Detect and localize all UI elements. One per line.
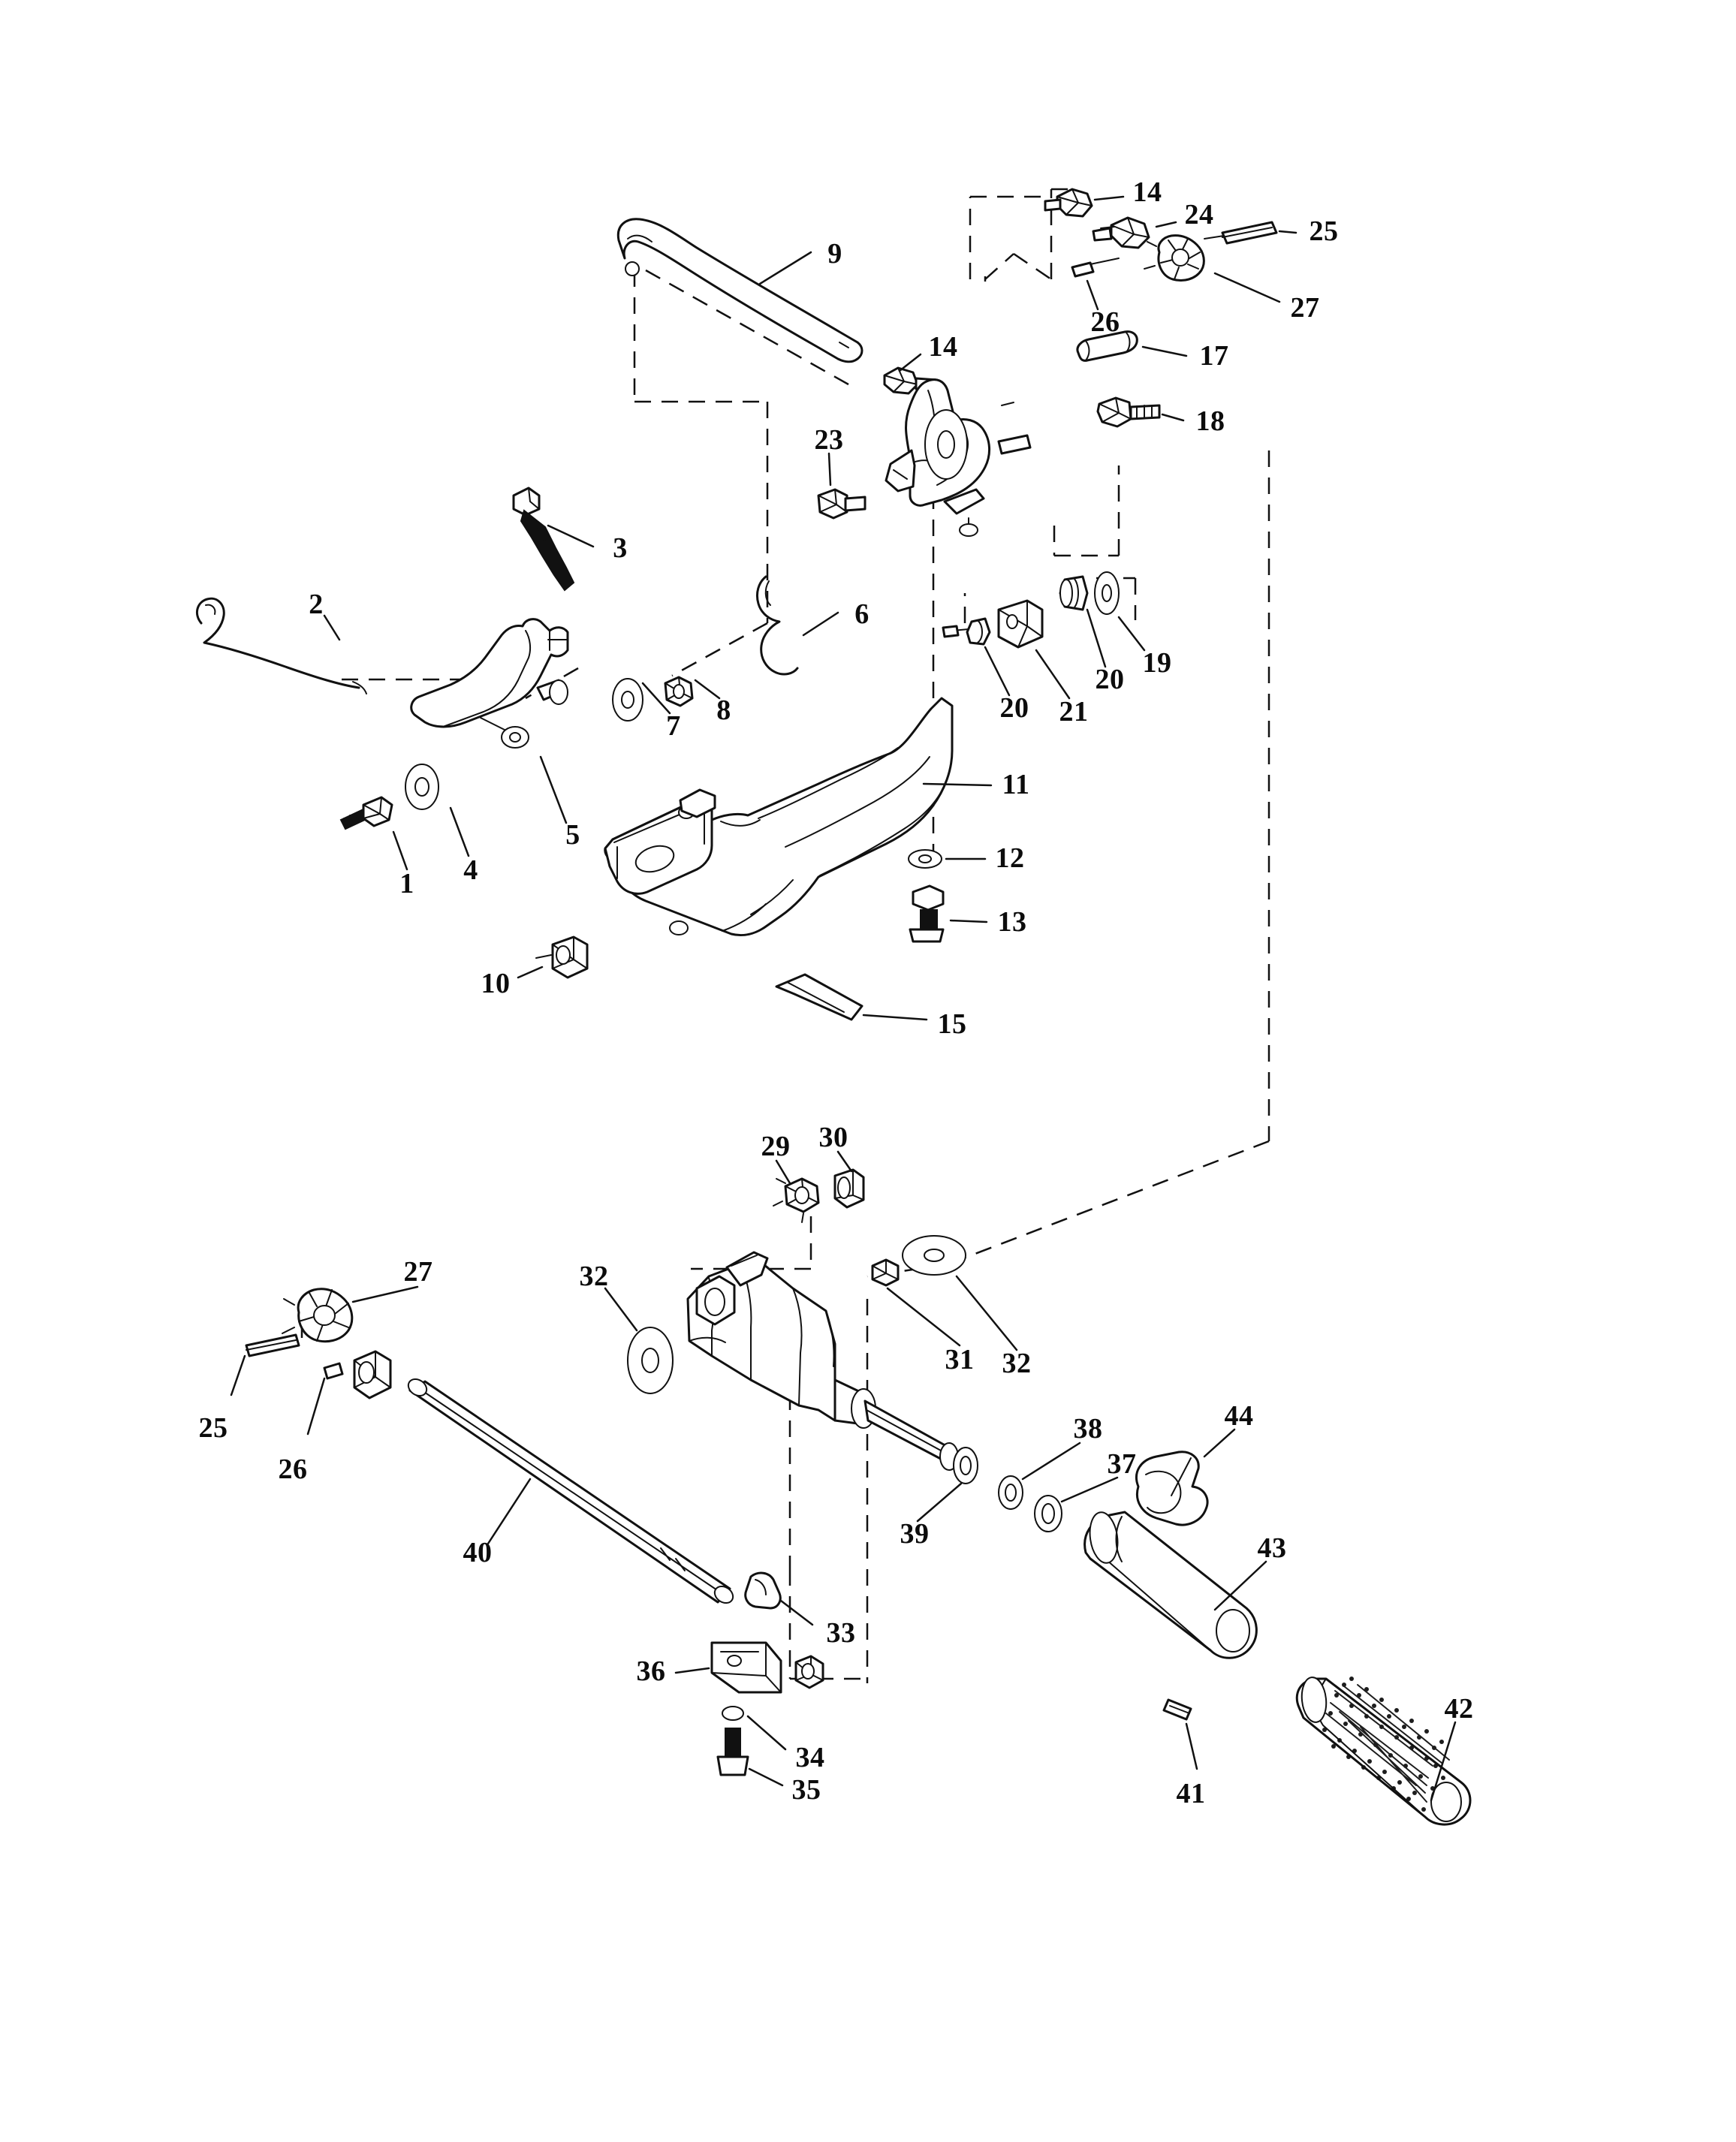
part-31-nut xyxy=(873,1260,898,1285)
part-30-bushing xyxy=(835,1170,863,1207)
callout-number: 32 xyxy=(579,1261,609,1292)
part-32-washer-right xyxy=(903,1236,966,1275)
part-27-castle-nut-left xyxy=(282,1289,352,1342)
callout-number: 12 xyxy=(995,842,1025,874)
callout-number: 3 xyxy=(613,532,628,564)
callout-number: 15 xyxy=(937,1008,967,1040)
callout-number: 23 xyxy=(814,424,844,456)
callout-number: 38 xyxy=(1073,1413,1103,1445)
part-43-outer-tube xyxy=(1085,1511,1257,1658)
part-36-bracket xyxy=(676,1643,781,1692)
callout-number: 43 xyxy=(1257,1532,1287,1564)
callout-number: 14 xyxy=(1132,176,1162,208)
part-20-bushing-right xyxy=(1060,577,1087,610)
part-24-nut xyxy=(1093,218,1149,248)
part-40-long-rod xyxy=(405,1375,737,1606)
part-18-bolt xyxy=(1098,398,1159,426)
part-41-pin xyxy=(1164,1700,1197,1769)
callout-number: 27 xyxy=(403,1256,433,1288)
part-23-screw xyxy=(818,490,865,518)
callout-number: 10 xyxy=(481,968,511,999)
callout-number: 36 xyxy=(636,1655,666,1687)
part-12-washer xyxy=(909,850,942,868)
callout-number: 29 xyxy=(761,1131,791,1162)
callout-number: 4 xyxy=(463,854,478,886)
callout-number: 9 xyxy=(827,238,842,270)
callout-number: 1 xyxy=(399,868,414,899)
part-26-pin-left xyxy=(308,1363,342,1434)
callout-number: 17 xyxy=(1199,340,1229,372)
callout-number: 7 xyxy=(666,710,681,742)
callout-number: 26 xyxy=(278,1454,308,1485)
part-25-cotter-pin xyxy=(1204,222,1276,243)
part-33-clip xyxy=(746,1573,812,1625)
part-5-control-bracket xyxy=(411,619,568,748)
callout-number: 8 xyxy=(716,694,731,726)
part-35-bolt xyxy=(718,1728,782,1785)
callout-number: 33 xyxy=(826,1617,856,1649)
callout-number: 21 xyxy=(1059,696,1089,728)
part-10-bushing xyxy=(536,937,587,978)
part-3-long-bolt xyxy=(514,488,574,590)
callout-number: 30 xyxy=(818,1122,848,1153)
callout-number: 37 xyxy=(1107,1448,1137,1480)
part-21-trunnion-block xyxy=(999,601,1042,647)
part-13-bolt xyxy=(910,886,943,941)
callout-number: 25 xyxy=(1309,215,1339,247)
callout-number: 20 xyxy=(999,692,1029,724)
callout-number: 19 xyxy=(1142,647,1172,679)
part-2-rod xyxy=(197,598,366,694)
part-7-washer xyxy=(613,679,643,721)
callout-number: 41 xyxy=(1176,1778,1206,1809)
part-39-seal xyxy=(954,1448,978,1484)
callout-number: 20 xyxy=(1095,664,1125,695)
part-27-castle-nut xyxy=(1144,236,1204,281)
callout-number: 32 xyxy=(1002,1348,1032,1379)
callout-number: 42 xyxy=(1444,1693,1474,1725)
callout-number: 13 xyxy=(997,906,1027,938)
part-1-bolt xyxy=(341,797,392,829)
callout-number: 5 xyxy=(565,819,580,851)
callout-number: 14 xyxy=(928,331,958,363)
swivel-housing-casting xyxy=(605,694,952,1020)
part-4-washer xyxy=(405,764,439,809)
part-25-cotter-pin-left xyxy=(231,1335,299,1395)
cylinder-body xyxy=(688,1252,876,1428)
part-19-washer xyxy=(1095,572,1119,614)
part-20-bushing-left xyxy=(943,619,990,644)
callout-number: 24 xyxy=(1184,199,1214,230)
part-26-pin-upper xyxy=(1072,258,1119,276)
callout-number: 31 xyxy=(945,1344,975,1375)
part-44-clamp xyxy=(1136,1452,1207,1525)
callout-number: 25 xyxy=(198,1412,228,1444)
part-38-oring xyxy=(999,1476,1023,1509)
callout-number: 44 xyxy=(1224,1400,1254,1432)
part-32-washer-left xyxy=(628,1327,673,1393)
part-rod-end-bushing-left xyxy=(354,1351,390,1398)
part-14-pivot-bolt-top xyxy=(1045,189,1092,216)
callout-number: 26 xyxy=(1090,306,1120,338)
callout-number: 11 xyxy=(1002,769,1030,800)
callout-number: 6 xyxy=(854,598,870,630)
callout-number: 18 xyxy=(1195,405,1225,437)
part-9-handle-rod xyxy=(618,219,862,362)
part-11-swivel-bracket xyxy=(886,380,1030,536)
callout-number: 27 xyxy=(1290,292,1320,324)
part-29-nut xyxy=(773,1179,818,1222)
callout-number: 2 xyxy=(309,589,324,620)
callout-number: 35 xyxy=(791,1774,821,1806)
callout-number: 34 xyxy=(795,1742,825,1773)
callout-number: 39 xyxy=(900,1518,930,1550)
callout-number: 40 xyxy=(463,1537,493,1568)
part-34-nut-right xyxy=(796,1656,823,1688)
part-37-bushing xyxy=(1035,1496,1062,1532)
piston-rod xyxy=(865,1401,958,1470)
part-8-nut xyxy=(665,677,692,706)
